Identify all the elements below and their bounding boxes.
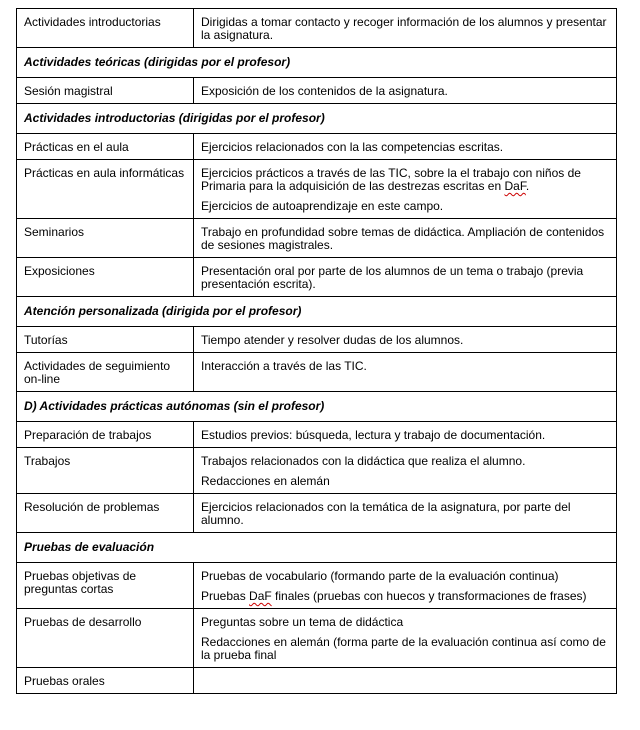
- activity-name: Preparación de trabajos: [17, 422, 194, 448]
- activity-name: Prácticas en aula informáticas: [17, 160, 194, 219]
- description-paragraph: Estudios previos: búsqueda, lectura y trabajo de documentación.: [201, 428, 546, 442]
- activities-table: [16, 8, 617, 694]
- activity-description: [194, 327, 617, 353]
- section-header-row: [17, 104, 617, 134]
- activity-name: Exposiciones: [17, 258, 194, 297]
- section-header-row: [17, 297, 617, 327]
- section-title: Actividades teóricas (dirigidas por el profesor): [17, 48, 617, 78]
- description-paragraph: Preguntas sobre un tema de didáctica: [201, 615, 404, 629]
- section-title: D) Actividades prácticas autónomas (sin el profesor): [17, 392, 617, 422]
- table-row: [17, 134, 617, 160]
- activity-name: Prácticas en el aula: [17, 134, 194, 160]
- description-paragraph: Presentación oral por parte de los alumnos de un tema o trabajo (previa presentación escrita).: [201, 264, 584, 291]
- activity-name: Seminarios: [17, 219, 194, 258]
- activity-name: Trabajos: [17, 448, 194, 494]
- activity-description: [194, 448, 617, 494]
- description-paragraph: Interacción a través de las TIC.: [201, 359, 367, 373]
- spellcheck-underline: DaF: [249, 589, 272, 603]
- section-title: Pruebas de evaluación: [17, 533, 617, 563]
- description-paragraph: Redacciones en alemán (forma parte de la evaluación continua así como de la prueba final: [201, 635, 606, 662]
- table-row: [17, 353, 617, 392]
- activity-description: [194, 563, 617, 609]
- section-header-row: [17, 533, 617, 563]
- activity-description: [194, 78, 617, 104]
- description-paragraph: Pruebas de vocabulario (formando parte de la evaluación continua): [201, 569, 559, 583]
- activity-description: [194, 9, 617, 48]
- table-row: [17, 160, 617, 219]
- description-paragraph: Trabajo en profundidad sobre temas de didáctica. Ampliación de contenidos de sesiones magistrales.: [201, 225, 605, 252]
- activity-description: [194, 494, 617, 533]
- description-paragraph: Pruebas DaF finales (pruebas con huecos y transformaciones de frases): [201, 589, 587, 603]
- activity-description: [194, 422, 617, 448]
- activities-table-body: [17, 9, 617, 694]
- activity-description: [194, 668, 617, 694]
- activity-description: [194, 134, 617, 160]
- activity-name: Sesión magistral: [17, 78, 194, 104]
- table-row: [17, 78, 617, 104]
- activity-name: Pruebas orales: [17, 668, 194, 694]
- activity-description: [194, 160, 617, 219]
- activity-description: [194, 609, 617, 668]
- description-paragraph: Dirigidas a tomar contacto y recoger información de los alumnos y presentar la asignatura.: [201, 15, 607, 42]
- activity-description: [194, 258, 617, 297]
- activity-name: Pruebas objetivas de preguntas cortas: [17, 563, 194, 609]
- section-title: Actividades introductorias (dirigidas por el profesor): [17, 104, 617, 134]
- spellcheck-underline: DaF: [504, 179, 526, 193]
- section-header-row: [17, 48, 617, 78]
- activity-name: Pruebas de desarrollo: [17, 609, 194, 668]
- table-row: [17, 609, 617, 668]
- activity-name: Actividades introductorias: [17, 9, 194, 48]
- description-paragraph: Ejercicios relacionados con la las competencias escritas.: [201, 140, 504, 154]
- table-row: [17, 258, 617, 297]
- table-row: [17, 327, 617, 353]
- table-row: [17, 422, 617, 448]
- description-paragraph: Trabajos relacionados con la didáctica que realiza el alumno.: [201, 454, 526, 468]
- description-paragraph: Ejercicios relacionados con la temática de la asignatura, por parte del alumno.: [201, 500, 571, 527]
- table-row: [17, 668, 617, 694]
- description-paragraph: Tiempo atender y resolver dudas de los alumnos.: [201, 333, 464, 347]
- table-row: [17, 563, 617, 609]
- activity-name: Tutorías: [17, 327, 194, 353]
- table-row: [17, 9, 617, 48]
- activity-name: Actividades de seguimiento on-line: [17, 353, 194, 392]
- description-paragraph: Ejercicios prácticos a través de las TIC, sobre la el trabajo con niños de Primaria para la adquisición de las destrezas escritas en DaF.: [201, 166, 581, 193]
- table-row: [17, 448, 617, 494]
- description-paragraph: Exposición de los contenidos de la asignatura.: [201, 84, 448, 98]
- activity-description: [194, 219, 617, 258]
- description-paragraph: Redacciones en alemán: [201, 474, 330, 488]
- activity-name: Resolución de problemas: [17, 494, 194, 533]
- description-paragraph: Ejercicios de autoaprendizaje en este campo.: [201, 199, 444, 213]
- section-header-row: [17, 392, 617, 422]
- section-title: Atención personalizada (dirigida por el profesor): [17, 297, 617, 327]
- table-row: [17, 494, 617, 533]
- activity-description: [194, 353, 617, 392]
- table-row: [17, 219, 617, 258]
